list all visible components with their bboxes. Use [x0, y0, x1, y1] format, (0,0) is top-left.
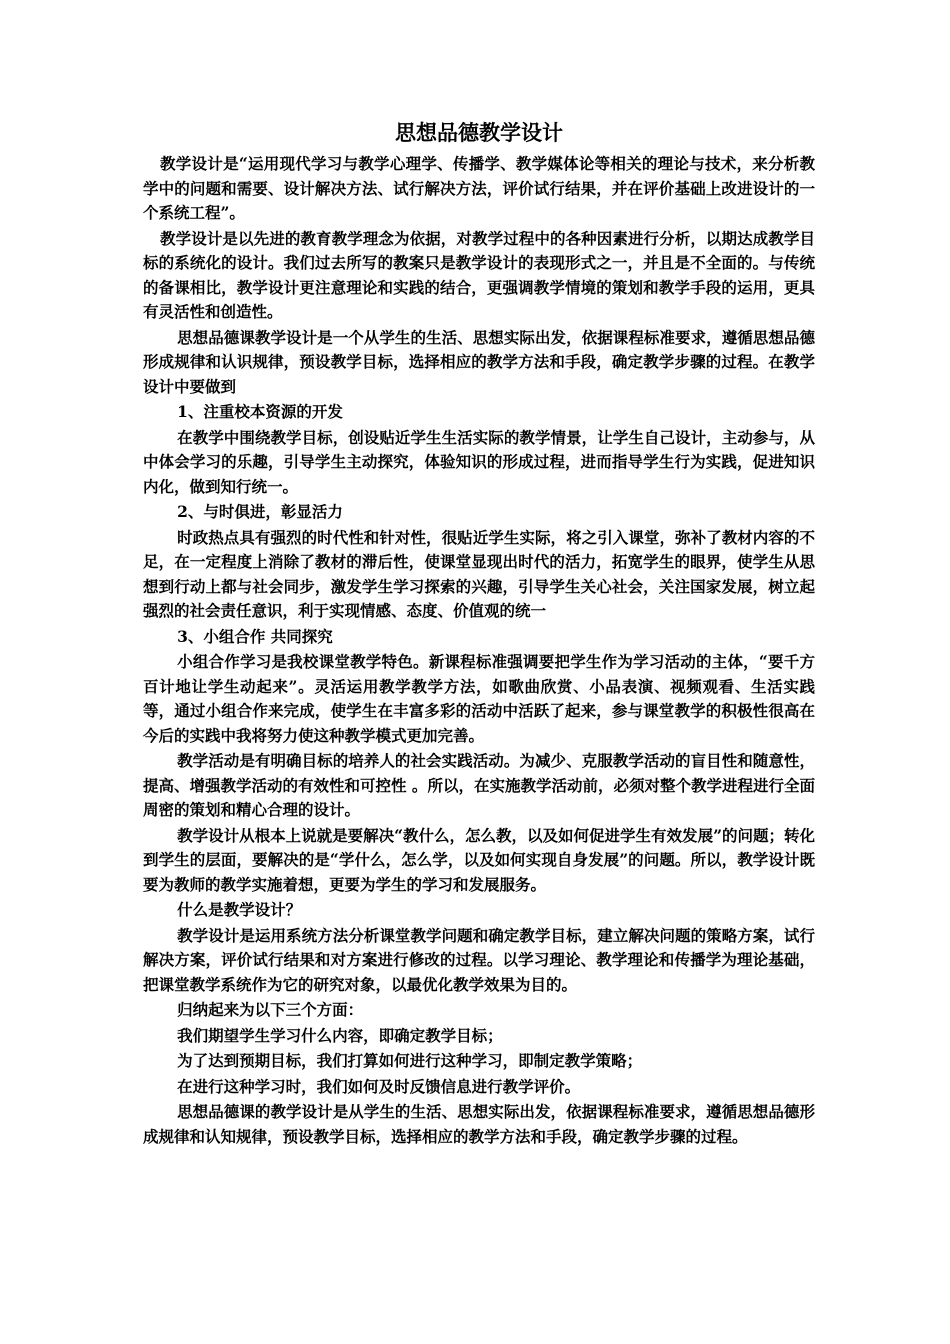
paragraph-conclusion: 思想品德课的教学设计是从学生的生活、思想实际出发，依据课程标准要求，遵循思想品德形成规律和认知规律，预设教学目标，选择相应的教学方法和手段，确定教学步骤的过程。: [143, 1102, 815, 1146]
paragraph-section-1: 在教学中围绕教学目标，创设贴近学生生活实际的教学情景，让学生自己设计，主动参与，从中体会学习的乐趣，引导学生主动探究，体验知识的形成过程，进而指导学生行为实践，促进知识内化，做到知行统一。: [143, 427, 815, 496]
question-heading: 什么是教学设计？: [177, 900, 302, 919]
summary-item-goals: 我们期望学生学习什么内容，即确定教学目标；: [177, 1025, 503, 1045]
section-heading-3: 3、小组合作 共同探究: [177, 626, 333, 646]
paragraph-moral-course-design: 思想品德课教学设计是一个从学生的生活、思想实际出发，依据课程标准要求，遵循思想品德形成规律和认识规律，预设教学目标，选择相应的教学方法和手段，确定教学步骤的过程。在教学设计中要做到: [143, 327, 815, 396]
summary-item-strategy: 为了达到预期目标，我们打算如何进行这种学习，即制定教学策略；: [177, 1051, 643, 1070]
section-heading-2: 2、与时俱进，彰显活力: [177, 502, 343, 521]
paragraph-what-is-design: 教学设计是运用系统方法分析课堂教学问题和确定教学目标，建立解决问题的策略方案，试行解决方案，评价试行结果和对方案进行修改的过程。以学习理论、教学理论和传播学为理论基础，把课堂教学系统作为它的研究对象，以最优化教学效果为目的。: [143, 925, 815, 994]
document-title: 思想品德教学设计: [395, 120, 563, 145]
paragraph-section-2: 时政热点具有强烈的时代性和针对性，很贴近学生实际，将之引入课堂，弥补了教材内容的不足，在一定程度上消除了教材的滞后性，使课堂显现出时代的活力，拓宽学生的眼界，使学生从思想到行动上都与社会同步，激发学生学习探索的兴趣，引导学生关心社会，关注国家发展，树立起强烈的社会责任意识，利于实现情感、态度、价值观的统一: [143, 527, 815, 620]
paragraph-summary-intro: 归纳起来为以下三个方面：: [177, 1000, 364, 1019]
paragraph-design-basis: 教学设计是以先进的教育教学理念为依据，对教学过程中的各种因素进行分析，以期达成教学目标的系统化的设计。我们过去所写的教案只是教学设计的表现形式之一，并且是不全面的。与传统的备课相比，教学设计更注意理论和实践的结合，更强调教学情境的策划和教学手段的运用，更具有灵活性和创造性。: [143, 228, 815, 321]
section-heading-1: 1、注重校本资源的开发: [177, 402, 343, 421]
document-page: [143, 118, 815, 1150]
paragraph-definition: 教学设计是“运用现代学习与教学心理学、传播学、教学媒体论等相关的理论与技术，来分析教学中的问题和需要、设计解决方法、试行解决方法，评价试行结果，并在评价基础上改进设计的一个系统工程”。: [143, 154, 815, 222]
paragraph-teaching-activity: 教学活动是有明确目标的培养人的社会实践活动。为减少、克服教学活动的盲目性和随意性，提高、增强教学活动的有效性和可控性 。所以，在实施教学活动前，必须对整个教学进程进行全面周密的策划和精心合理的设计。: [143, 751, 815, 819]
summary-item-evaluation: 在进行这种学习时，我们如何及时反馈信息进行教学评价。: [177, 1076, 581, 1096]
paragraph-fundamental-purpose: 教学设计从根本上说就是要解决“教什么，怎么教，以及如何促进学生有效发展”的问题；转化到学生的层面，要解决的是“学什么，怎么学，以及如何实现自身发展”的问题。所以，教学设计既要为教师的教学实施着想，更要为学生的学习和发展服务。: [143, 825, 815, 894]
paragraph-section-3: 小组合作学习是我校课堂教学特色。新课程标准强调要把学生作为学习活动的主体，“要千方百计地让学生动起来”。灵活运用教学教学方法，如歌曲欣赏、小品表演、视频观看、生活实践等，通过小组合作来完成，使学生在丰富多彩的活动中活跃了起来，参与课堂教学的积极性很高在今后的实践中我将努力使这种教学模式更加完善。: [143, 652, 815, 745]
